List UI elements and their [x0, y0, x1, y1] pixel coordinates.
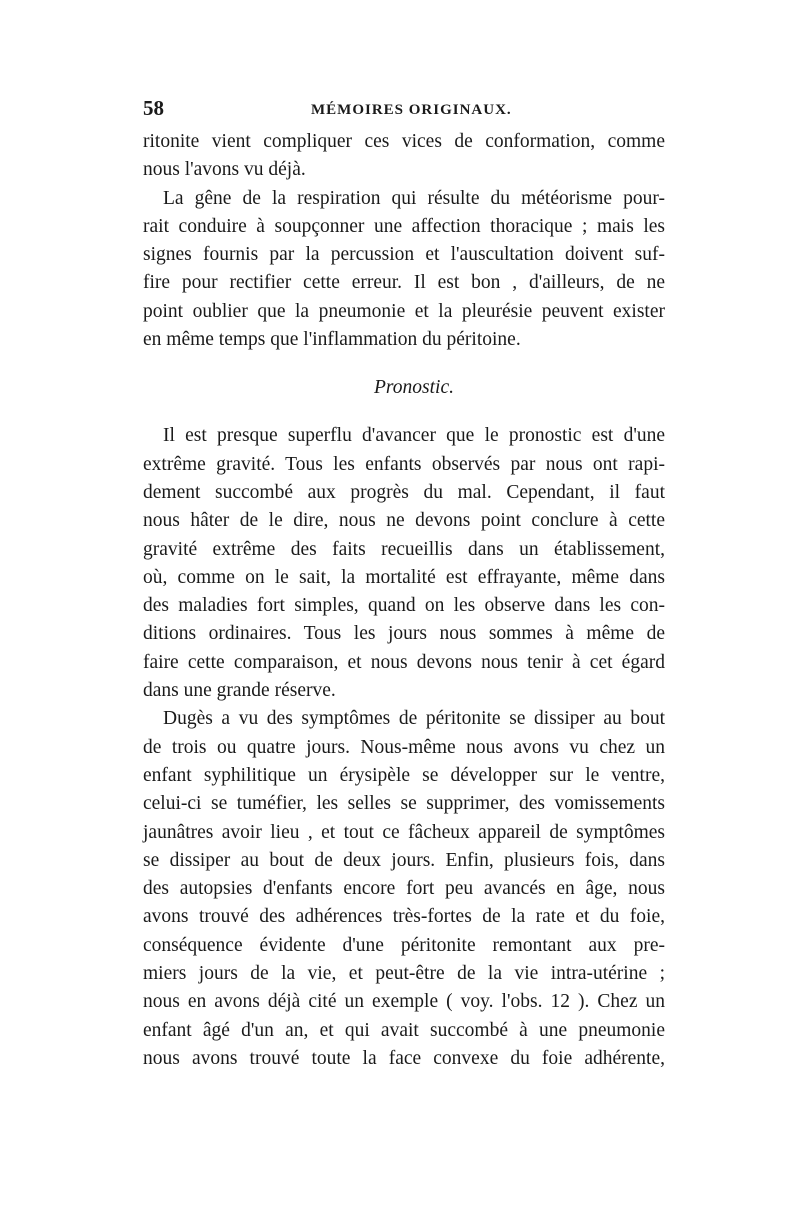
paragraph-respiration — [143, 185, 665, 355]
text-line: ditions ordinaires. Tous les jours nous sommes à même de — [143, 623, 665, 645]
text-line: gravité extrême des faits recueillis dans un établissement, — [143, 538, 665, 560]
running-head: MÉMOIRES ORIGINAUX. — [311, 102, 512, 118]
paragraph-duges — [143, 705, 665, 1073]
text-line: miers jours de la vie, et peut-être de la vie intra-utérine ; — [143, 963, 665, 985]
text-line: où, comme on le sait, la mortalité est effrayante, même dans — [143, 566, 665, 588]
text-line: jaunâtres avoir lieu , et tout ce fâcheux appareil de symptômes — [143, 821, 665, 843]
text-line: dement succombé aux progrès du mal. Cependant, il faut — [143, 481, 665, 503]
text-line: fire pour rectifier cette erreur. Il est bon , d'ailleurs, de ne — [143, 272, 665, 294]
page-header — [143, 92, 665, 128]
text-line: nous avons trouvé toute la face convexe du foie adhérente, — [143, 1047, 665, 1069]
text-line: de trois ou quatre jours. Nous-même nous avons vu chez un — [143, 736, 665, 758]
text-line: signes fournis par la percussion et l'auscultation doivent suf- — [143, 244, 665, 266]
text-line: enfant syphilitique un érysipèle se développer sur le ventre, — [143, 764, 665, 786]
text-line: conséquence évidente d'une péritonite remontant aux pre- — [143, 934, 665, 956]
text-line: avons trouvé des adhérences très-fortes de la rate et du foie, — [143, 906, 665, 928]
text-line: se dissiper au bout de deux jours. Enfin, plusieurs fois, dans — [143, 849, 665, 871]
page — [143, 92, 665, 1073]
text-line: point oublier que la pneumonie et la pleurésie peuvent exister — [143, 300, 665, 322]
text-line: La gêne de la respiration qui résulte du météorisme pour- — [163, 187, 665, 209]
paragraph-continuation — [143, 128, 665, 185]
text-line: Dugès a vu des symptômes de péritonite se dissiper au bout — [163, 708, 665, 730]
text-line: des maladies fort simples, quand on les observe dans les con- — [143, 595, 665, 617]
page-number: 58 — [143, 96, 164, 120]
text-line: celui-ci se tuméfier, les selles se supprimer, des vomissements — [143, 793, 665, 815]
paragraph-pronostic — [143, 422, 665, 705]
text-line: extrême gravité. Tous les enfants observés par nous ont rapi- — [143, 453, 665, 475]
text-line: ritonite vient compliquer ces vices de conformation, comme — [143, 131, 665, 152]
text-line: nous en avons déjà cité un exemple ( voy. l'obs. 12 ). Chez un — [143, 991, 665, 1013]
section-title: Pronostic. — [374, 377, 454, 399]
text-line: en même temps que l'inflammation du péritoine. — [143, 329, 521, 351]
text-line: enfant âgé d'un an, et qui avait succombé à une pneumonie — [143, 1019, 665, 1041]
text-line: nous l'avons vu déjà. — [143, 159, 306, 181]
text-line: Il est presque superflu d'avancer que le pronostic est d'une — [163, 425, 665, 447]
text-line: rait conduire à soupçonner une affection thoracique ; mais les — [143, 215, 665, 237]
text-line: dans une grande réserve. — [143, 680, 336, 702]
text-line: nous hâter de le dire, nous ne devons point conclure à cette — [143, 510, 665, 532]
text-line: des autopsies d'enfants encore fort peu avancés en âge, nous — [143, 878, 665, 900]
body-text — [143, 128, 665, 1073]
text-line: faire cette comparaison, et nous devons nous tenir à cet égard — [143, 651, 665, 673]
